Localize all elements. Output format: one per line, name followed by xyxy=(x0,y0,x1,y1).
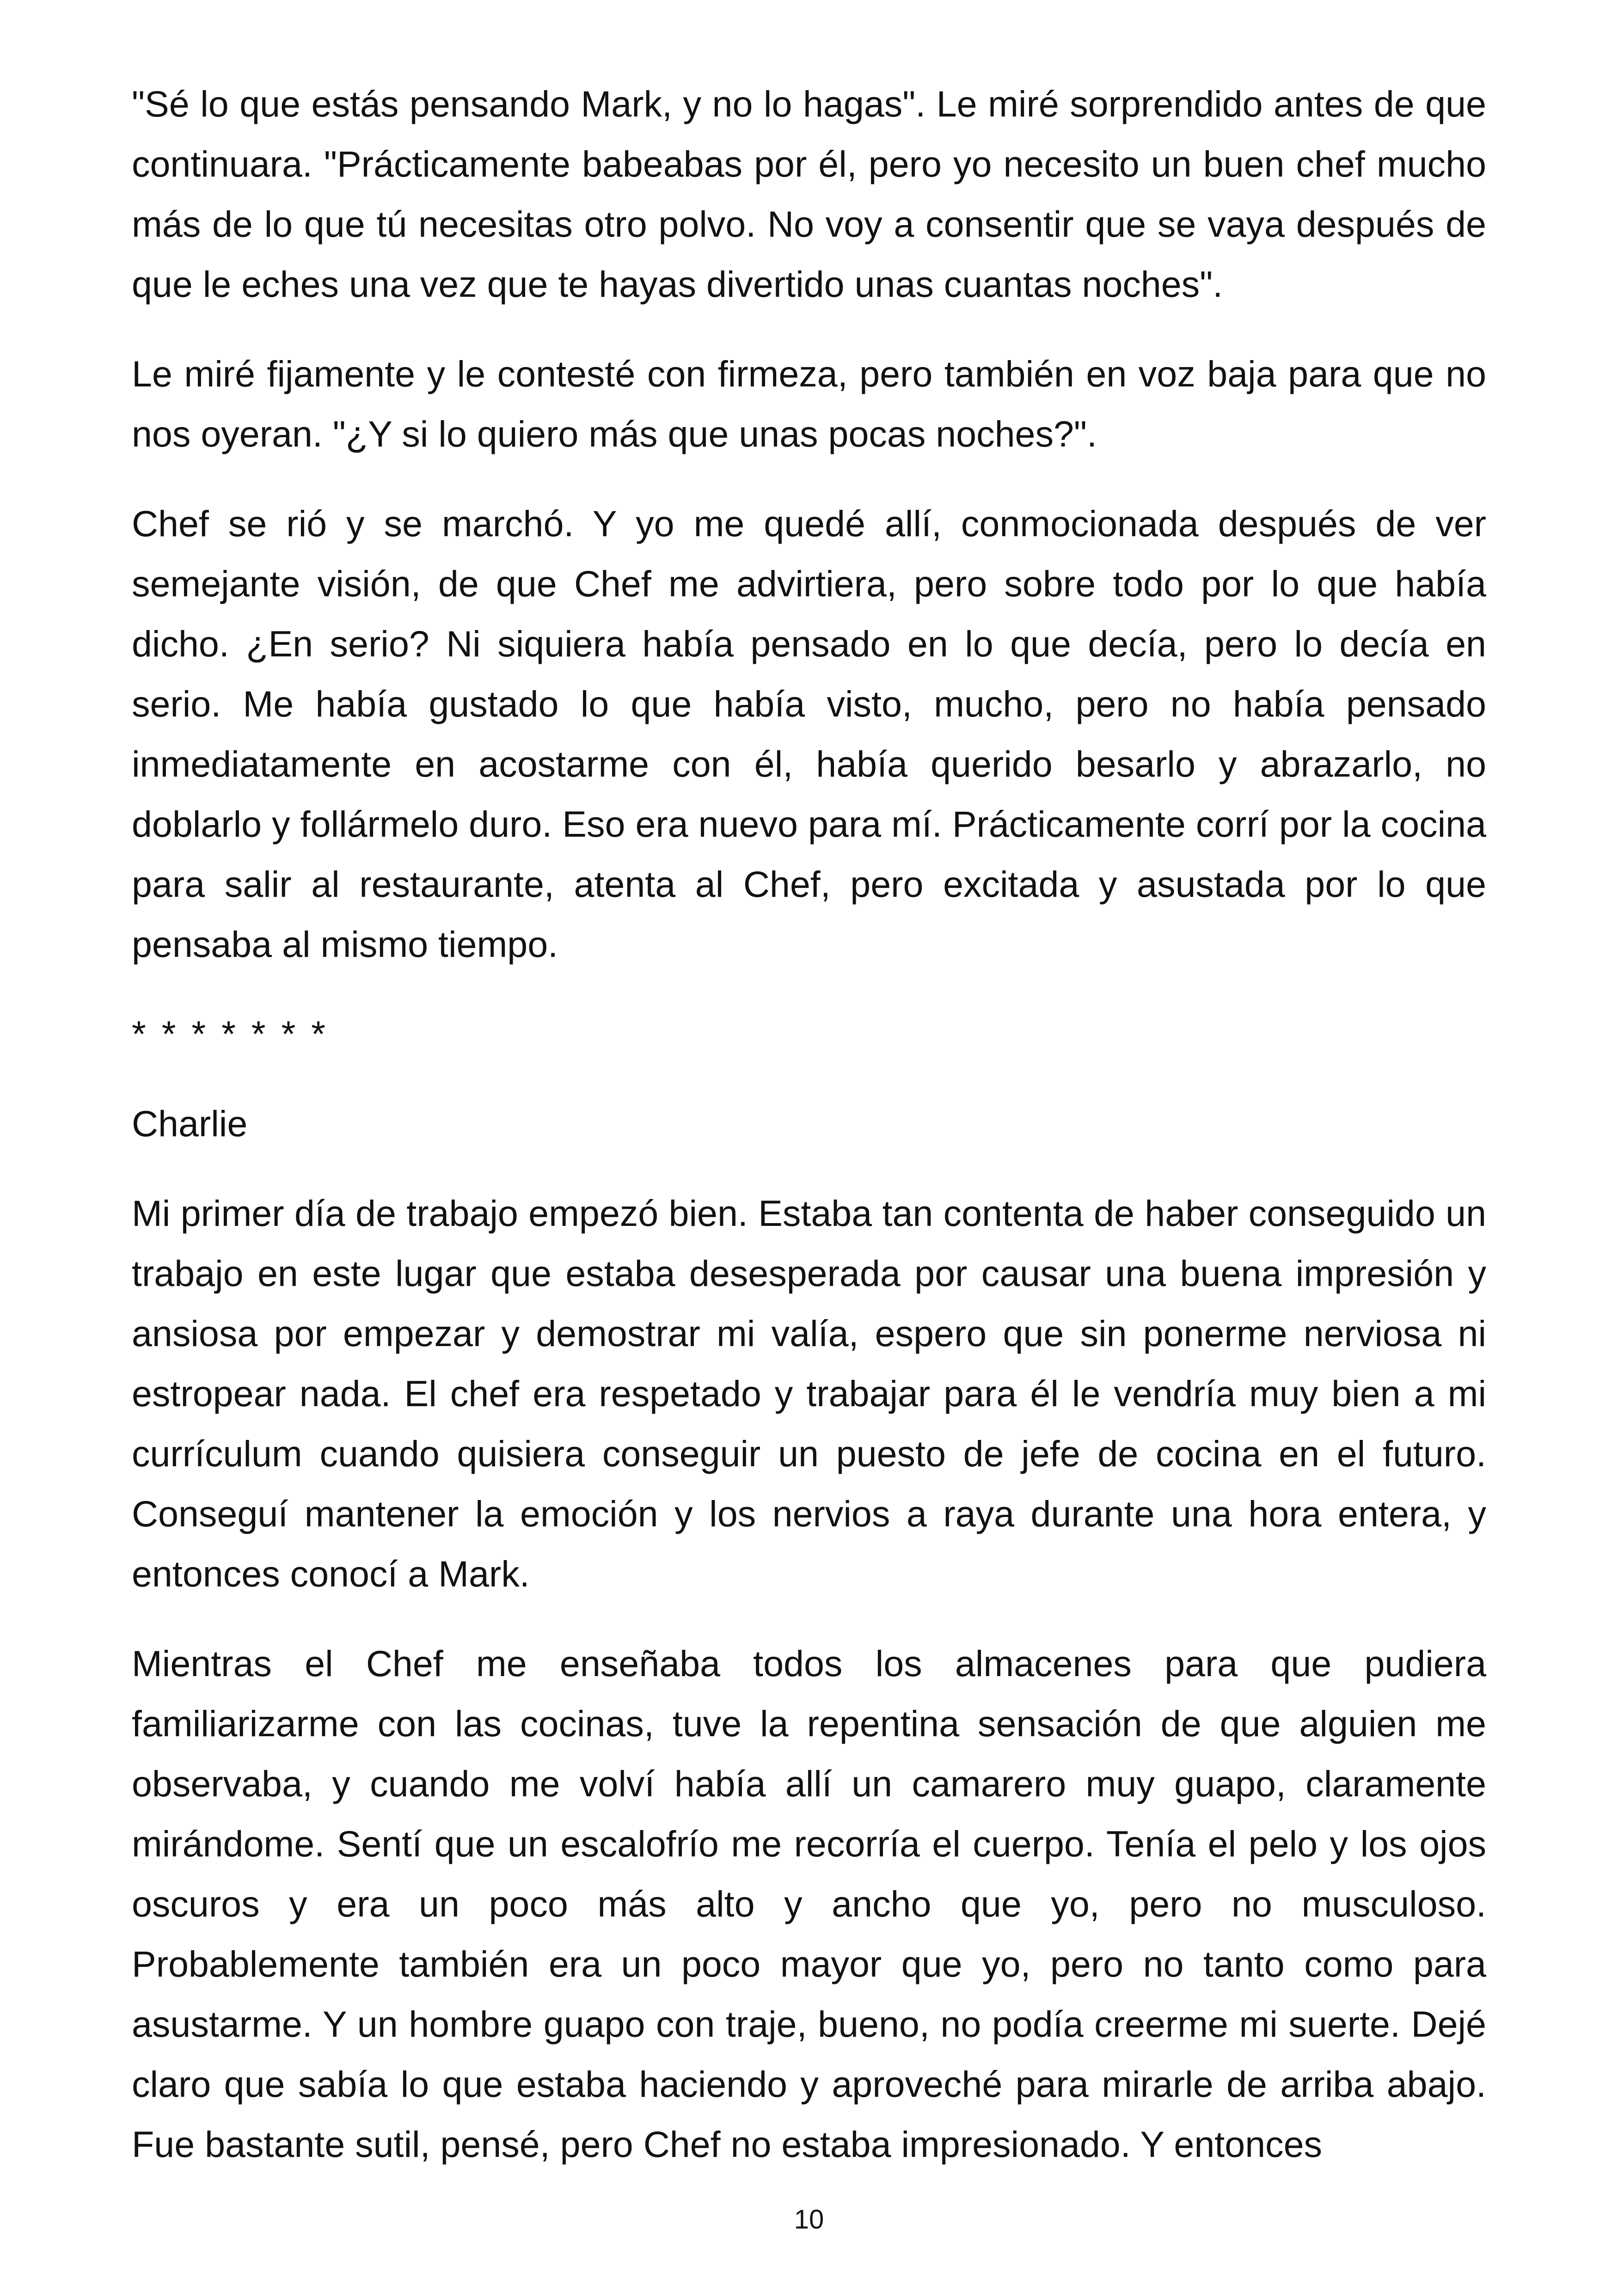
page-number: 10 xyxy=(794,2204,824,2235)
section-heading: Charlie xyxy=(132,1103,248,1144)
paragraph-1: "Sé lo que estás pensando Mark, y no lo hagas". Le miré sorprendido antes de que continuara. "Prácticamente babeabas por él, pero yo necesito un buen chef mucho más de lo que tú necesitas otro polvo. No voy a consentir que se vaya después de que le eches una vez que te hayas divertido unas cuantas noches". xyxy=(132,83,1486,305)
paragraph-5: Mientras el Chef me enseñaba todos los almacenes para que pudiera familiarizarme con las cocinas, tuve la repentina sensación de que alguien me observaba, y cuando me volví había allí un camarero muy guapo, claramente mirándome. Sentí que un escalofrío me recorría el cuerpo. Tenía el pelo y los ojos oscuros y era un poco más alto y ancho que yo, pero no musculoso. Probablemente también era un poco mayor que yo, pero no tanto como para asustarme. Y un hombre guapo con traje, bueno, no podía creerme mi suerte. Dejé claro que sabía lo que estaba haciendo y aproveché para mirarle de arriba abajo. Fue bastante sutil, pensé, pero Chef no estaba impresionado. Y entonces xyxy=(132,1643,1486,2165)
paragraph-2: Le miré fijamente y le contesté con firmeza, pero también en voz baja para que no nos oyeran. "¿Y si lo quiero más que unas pocas noches?". xyxy=(132,353,1486,454)
page-body xyxy=(132,74,1486,2204)
paragraph-4: Mi primer día de trabajo empezó bien. Estaba tan contenta de haber conseguido un trabajo en este lugar que estaba desesperada por causar una buena impresión y ansiosa por empezar y demostrar mi valía, espero que sin ponerme nerviosa ni estropear nada. El chef era respetado y trabajar para él le vendría muy bien a mi currículum cuando quisiera conseguir un puesto de jefe de cocina en el futuro. Conseguí mantener la emoción y los nervios a raya durante una hora entera, y entonces conocí a Mark. xyxy=(132,1193,1486,1594)
section-separator: * * * * * * * xyxy=(132,1013,328,1054)
paragraph-3: Chef se rió y se marchó. Y yo me quedé allí, conmocionada después de ver semejante visión, de que Chef me advirtiera, pero sobre todo por lo que había dicho. ¿En serio? Ni siquiera había pensado en lo que decía, pero lo decía en serio. Me había gustado lo que había visto, mucho, pero no había pensado inmediatamente en acostarme con él, había querido besarlo y abrazarlo, no doblarlo y follármelo duro. Eso era nuevo para mí. Prácticamente corrí por la cocina para salir al restaurante, atenta al Chef, pero excitada y asustada por lo que pensaba al mismo tiempo. xyxy=(132,503,1486,965)
